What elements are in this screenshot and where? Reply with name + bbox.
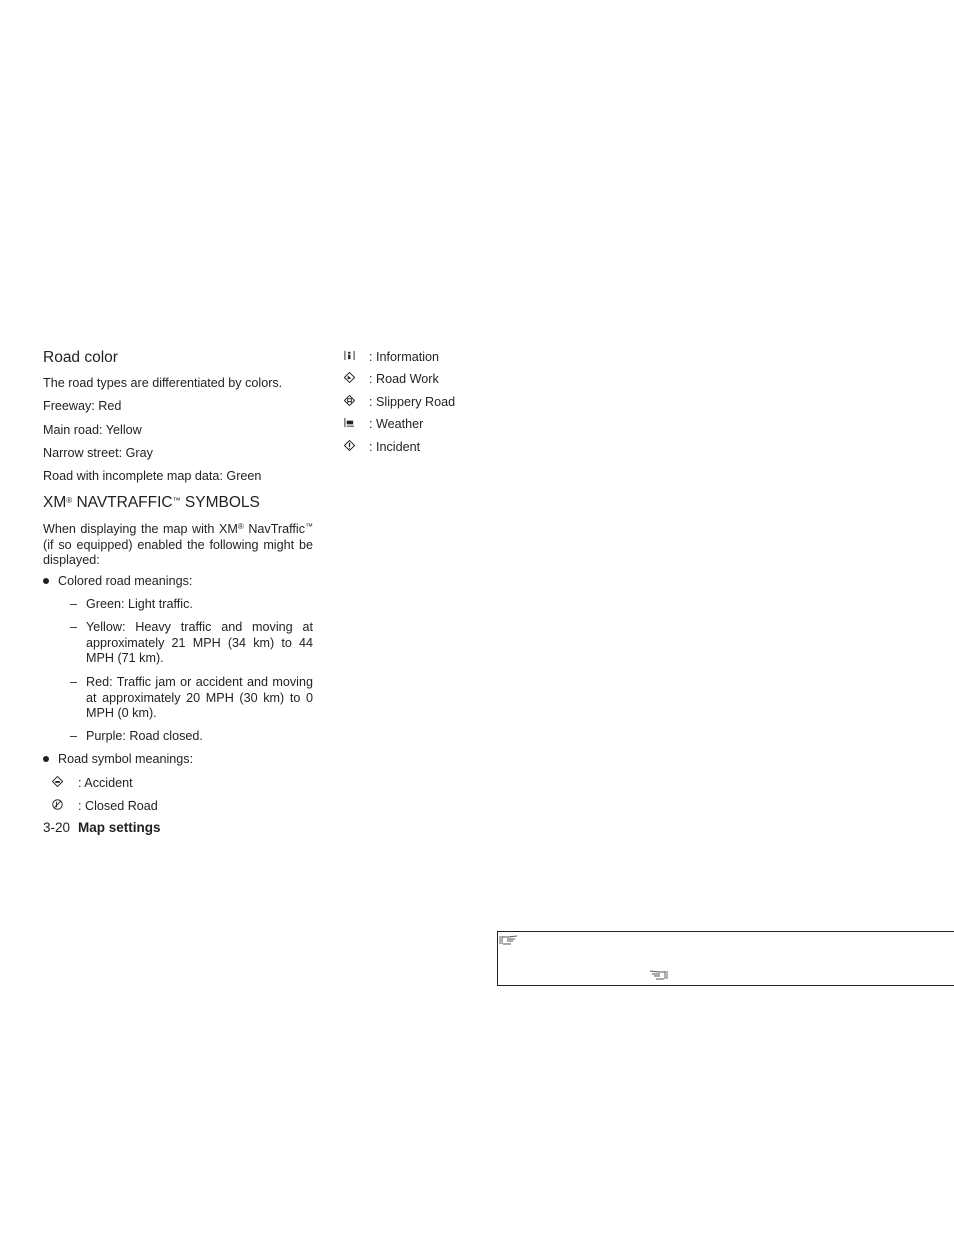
- incident-icon: [344, 440, 355, 451]
- trademark: ™: [172, 496, 181, 505]
- bullet-icon: [43, 756, 49, 762]
- dash: –: [70, 729, 78, 743]
- heading-part: SYMBOLS: [180, 494, 260, 511]
- road-color-intro: The road types are differentiated by colors.: [43, 376, 283, 390]
- closed-road-icon: [52, 799, 63, 810]
- text: Purple: Road closed.: [86, 729, 203, 743]
- symbol-label: : Road Work: [369, 372, 439, 386]
- dash: –: [70, 620, 78, 634]
- bullet-colored-roads: [43, 574, 192, 590]
- xm-intro: [43, 519, 313, 569]
- registered-mark: ®: [237, 522, 244, 531]
- road-type-item: Road with incomplete map data: Green: [43, 469, 262, 483]
- road-work-icon: [344, 372, 355, 383]
- road-type-item: Narrow street: Gray: [43, 446, 153, 460]
- symbol-label: : Information: [369, 350, 439, 364]
- road-type-item: Main road: Yellow: [43, 423, 142, 437]
- section-title: Map settings: [78, 820, 161, 835]
- bullet-icon: [43, 578, 49, 584]
- accident-icon: [52, 776, 63, 787]
- text: (if so equipped) enabled the following might be displayed:: [43, 537, 313, 567]
- pointing-hand-left-icon: [648, 969, 668, 980]
- reference-box: [497, 931, 954, 986]
- text: Green: Light traffic.: [86, 597, 193, 611]
- registered-mark: ®: [66, 496, 73, 505]
- weather-icon: [344, 417, 355, 428]
- dash-item: [70, 597, 313, 613]
- text: When displaying the map with XM: [43, 522, 238, 536]
- page-footer: [43, 820, 161, 836]
- heading-part: XM: [43, 494, 67, 511]
- text: Road symbol meanings:: [58, 752, 194, 766]
- symbol-label: : Incident: [369, 440, 421, 454]
- text: NavTraffic: [243, 522, 305, 536]
- road-type-item: Freeway: Red: [43, 399, 122, 413]
- slippery-road-icon: [344, 395, 355, 406]
- symbol-label: : Accident: [78, 776, 133, 790]
- symbol-label: : Slippery Road: [369, 395, 456, 409]
- xm-symbols-heading: [43, 492, 260, 512]
- text: Red: Traffic jam or accident and moving at approximately 20 MPH (30 km) to 0 MPH (0 km).: [86, 675, 313, 720]
- dash-item: [70, 729, 313, 745]
- dash: –: [70, 597, 78, 611]
- road-color-heading: Road color: [43, 349, 118, 366]
- pointing-hand-right-icon: [499, 934, 519, 945]
- text: Yellow: Heavy traffic and moving at approximately 21 MPH (34 km) to 44 MPH (71 km).: [86, 620, 313, 665]
- symbol-label: : Closed Road: [78, 799, 158, 813]
- dash-item: [70, 620, 313, 667]
- heading-part: NAVTRAFFIC: [72, 494, 173, 511]
- bullet-road-symbols: [43, 752, 193, 768]
- information-icon: [344, 350, 355, 361]
- trademark: ™: [305, 522, 313, 531]
- page-number: 3-20: [43, 820, 71, 835]
- symbol-label: : Weather: [369, 417, 424, 431]
- text: Colored road meanings:: [58, 574, 193, 588]
- dash-item: [70, 675, 313, 722]
- dash: –: [70, 675, 78, 689]
